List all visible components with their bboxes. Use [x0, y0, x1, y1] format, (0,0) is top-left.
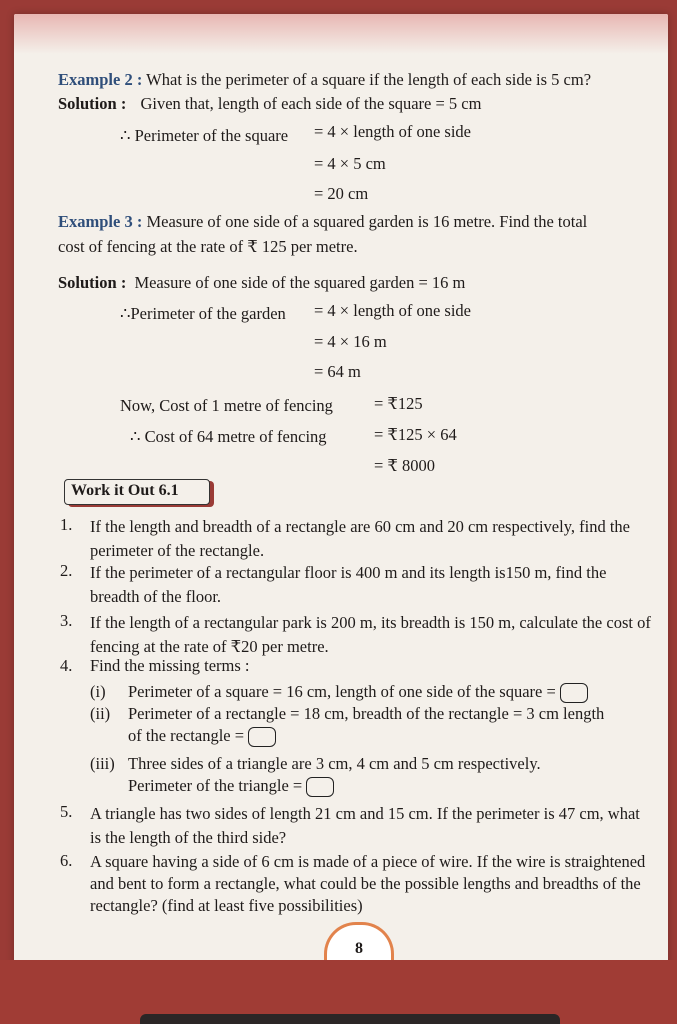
- item-2-text: If the perimeter of a rectangular floor is 400 m and its length is150 m, find the breadth of the floor.: [90, 563, 607, 606]
- sub-item-iii-line1: Three sides of a triangle are 3 cm, 4 cm and 5 cm respectively.: [128, 754, 541, 773]
- item-1-num: 1.: [60, 515, 73, 534]
- item-4-num: 4.: [60, 656, 73, 675]
- example3-solution: [58, 273, 465, 293]
- sub-item-ii-line1: Perimeter of a rectangle = 18 cm, breadth of the rectangle = 3 cm length: [128, 704, 605, 723]
- cost-line-1-left: Now, Cost of 1 metre of fencing: [120, 396, 333, 415]
- cost-line-1-right: = ₹125: [374, 394, 423, 413]
- top-shade: [14, 14, 668, 54]
- sub-item-iii-line2: [128, 776, 334, 797]
- example2-step-2: = 4 × 5 cm: [314, 154, 386, 173]
- sub-item-i-text: Perimeter of a square = 16 cm, length of one side of the square =: [128, 682, 556, 701]
- example3-step-3: = 64 m: [314, 362, 361, 381]
- cost-line-2-left: ∴ Cost of 64 metre of fencing: [130, 427, 327, 446]
- example3-step-label: ∴Perimeter of the garden: [120, 304, 286, 323]
- example2-step-1: = 4 × length of one side: [314, 122, 471, 141]
- work-it-out-title: Work it Out 6.1: [71, 482, 179, 499]
- example3-question-line1: Measure of one side of a squared garden is 16 metre. Find the total: [146, 212, 588, 231]
- sub-item-iii-text2: Perimeter of the triangle =: [128, 776, 303, 795]
- answer-box[interactable]: [560, 683, 588, 703]
- item-4-text: Find the missing terms :: [90, 656, 250, 675]
- sub-item-i: [128, 682, 588, 703]
- sub-item-ii-line2: [128, 726, 276, 747]
- example3-given: Measure of one side of the squared garden = 16 m: [134, 273, 466, 292]
- item-1-text: If the length and breadth of a rectangle are 60 cm and 20 cm respectively, find the perimeter of the rectangle.: [90, 517, 630, 560]
- item-5-text: A triangle has two sides of length 21 cm and 15 cm. If the perimeter is 47 cm, what is the length of the third side?: [90, 804, 640, 847]
- page-number: 8: [324, 922, 394, 970]
- example3-label: Example 3 :: [58, 212, 143, 231]
- sub-item-ii-text2: of the rectangle =: [128, 726, 245, 745]
- item-2-num: 2.: [60, 561, 73, 580]
- book-page: [14, 14, 668, 970]
- example3-step-2: = 4 × 16 m: [314, 332, 387, 351]
- item-6-num: 6.: [60, 851, 73, 870]
- example2-given: Given that, length of each side of the square = 5 cm: [140, 94, 482, 113]
- bottom-shadow: [140, 1014, 560, 1024]
- example2-line: [58, 70, 591, 90]
- cost-line-2-right: = ₹125 × 64: [374, 425, 457, 444]
- example3-step-1: = 4 × length of one side: [314, 301, 471, 320]
- example2-solution: [58, 94, 481, 114]
- item-5-num: 5.: [60, 802, 73, 821]
- work-it-out-header: [64, 479, 210, 505]
- item-3-text: If the length of a rectangular park is 200 m, its breadth is 150 m, calculate the cost of fencing at the rate of ₹20 per metre.: [90, 613, 651, 656]
- cost-line-3-right: = ₹ 8000: [374, 456, 436, 475]
- example2-question: What is the perimeter of a square if the length of each side is 5 cm?: [146, 70, 592, 89]
- sub-item-ii-num: (ii): [90, 704, 111, 723]
- example2-label: Example 2 :: [58, 70, 143, 89]
- sub-item-i-num: (i): [90, 682, 106, 701]
- item-6-text: A square having a side of 6 cm is made of a piece of wire. If the wire is straightened and bent to form a rectangle, what could be the possible lengths and breadths of the rectangle? (find at least five possibilities): [90, 852, 646, 915]
- example2-solution-label: Solution :: [58, 94, 127, 113]
- answer-box[interactable]: [248, 727, 276, 747]
- example2-step-3: = 20 cm: [314, 184, 369, 203]
- example3-question-line2: cost of fencing at the rate of ₹ 125 per metre.: [58, 237, 358, 256]
- sub-item-iii-num: (iii): [90, 754, 115, 773]
- answer-box[interactable]: [306, 777, 334, 797]
- example3-line1: [58, 212, 587, 232]
- example2-step-label: ∴ Perimeter of the square: [120, 126, 289, 145]
- item-3-num: 3.: [60, 611, 73, 630]
- example3-solution-label: Solution :: [58, 273, 127, 292]
